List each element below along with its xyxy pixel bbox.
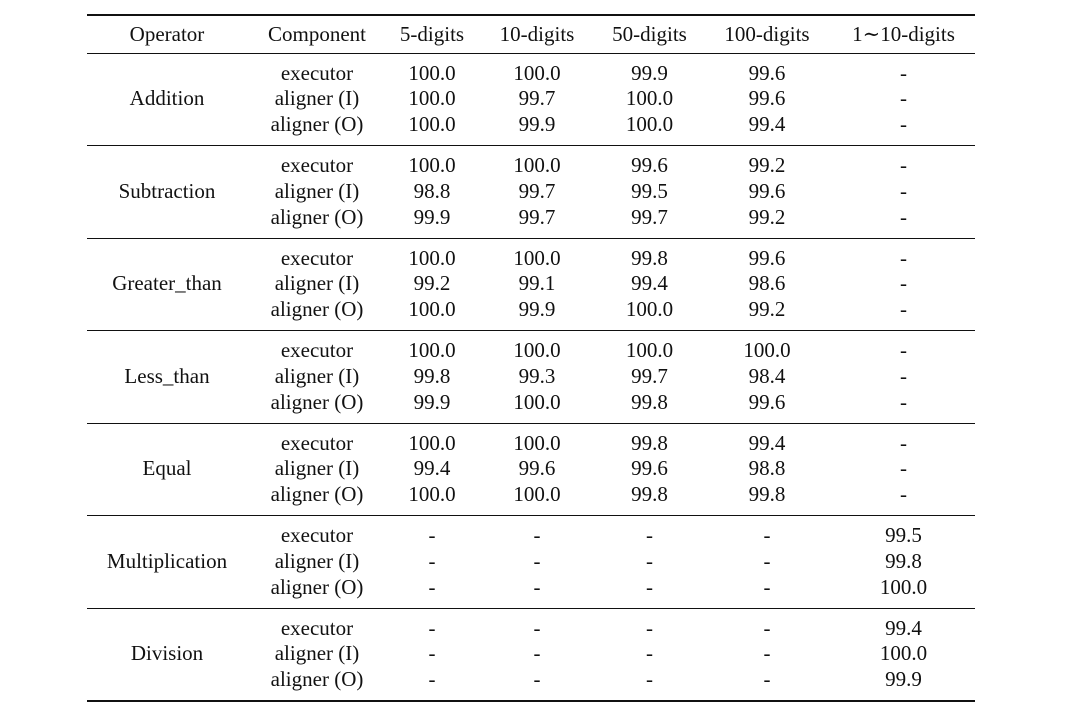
value-50-digits: - xyxy=(646,666,653,691)
value-10-digits-cell xyxy=(477,146,597,239)
value-10-digits: 100.0 xyxy=(513,153,561,178)
value-1-10-digits: 100.0 xyxy=(879,574,928,599)
value-5-digits: 100.0 xyxy=(408,112,456,137)
value-1-10-digits: 99.5 xyxy=(885,523,922,548)
value-1-10-digits: - xyxy=(900,482,907,507)
value-50-digits-cell xyxy=(597,423,702,516)
header-10-digits: 10-digits xyxy=(477,15,597,53)
value-100-digits: 99.4 xyxy=(748,112,786,137)
value-1-10-digits: - xyxy=(900,430,907,455)
table-row xyxy=(87,238,975,331)
value-10-digits: - xyxy=(533,548,541,573)
header-component: Component xyxy=(247,15,387,53)
value-1-10-digits: - xyxy=(900,297,907,322)
value-50-digits: 99.8 xyxy=(631,430,668,455)
value-10-digits: - xyxy=(533,523,541,548)
operator-cell: Multiplication xyxy=(87,516,247,609)
component-cell xyxy=(247,608,387,701)
value-5-digits: 100.0 xyxy=(408,86,456,111)
value-5-digits: 100.0 xyxy=(408,482,456,507)
value-10-digits: 99.7 xyxy=(518,204,556,229)
value-1-10-digits-cell xyxy=(832,331,975,424)
value-5-digits: 100.0 xyxy=(408,338,456,363)
value-50-digits: 99.8 xyxy=(631,245,668,270)
value-1-10-digits: - xyxy=(900,204,907,229)
results-table xyxy=(87,14,975,702)
value-50-digits-cell xyxy=(597,331,702,424)
value-100-digits: - xyxy=(763,523,771,548)
value-100-digits: - xyxy=(763,641,771,666)
value-5-digits: - xyxy=(428,615,436,640)
value-10-digits: 99.7 xyxy=(518,178,556,203)
value-1-10-digits-cell xyxy=(832,146,975,239)
value-1-10-digits-cell xyxy=(832,53,975,146)
value-5-digits: - xyxy=(428,666,436,691)
component: aligner (I) xyxy=(274,456,360,481)
value-50-digits: 100.0 xyxy=(625,86,674,111)
value-100-digits: 99.2 xyxy=(748,204,786,229)
component: executor xyxy=(280,153,354,178)
value-100-digits: - xyxy=(763,548,771,573)
component-cell xyxy=(247,53,387,146)
value-50-digits: - xyxy=(646,615,653,640)
header-50-digits: 50-digits xyxy=(597,15,702,53)
value-100-digits-cell xyxy=(702,516,832,609)
value-1-10-digits: 99.8 xyxy=(885,548,922,573)
value-5-digits-cell xyxy=(387,608,477,701)
component: executor xyxy=(280,60,354,85)
header-1-10-digits: 1∼10-digits xyxy=(832,15,975,53)
value-1-10-digits: 99.4 xyxy=(885,615,922,640)
value-10-digits: - xyxy=(533,574,541,599)
value-5-digits: 99.9 xyxy=(413,389,451,414)
component: executor xyxy=(280,523,354,548)
value-1-10-digits: - xyxy=(900,153,907,178)
component: executor xyxy=(280,615,354,640)
component: aligner (O) xyxy=(270,204,364,229)
value-10-digits: 99.7 xyxy=(518,86,556,111)
value-10-digits-cell xyxy=(477,516,597,609)
value-100-digits: 99.6 xyxy=(748,389,786,414)
value-5-digits: 99.2 xyxy=(413,271,451,296)
value-50-digits-cell xyxy=(597,608,702,701)
value-50-digits: 99.6 xyxy=(631,456,668,481)
value-1-10-digits: - xyxy=(900,363,907,388)
component: aligner (O) xyxy=(270,112,364,137)
value-5-digits-cell xyxy=(387,516,477,609)
table-row xyxy=(87,516,975,609)
value-10-digits: 100.0 xyxy=(513,430,561,455)
value-1-10-digits: - xyxy=(900,178,907,203)
value-5-digits-cell xyxy=(387,423,477,516)
value-100-digits: - xyxy=(763,615,771,640)
component-cell xyxy=(247,238,387,331)
component: aligner (O) xyxy=(270,666,364,691)
value-10-digits-cell xyxy=(477,608,597,701)
value-1-10-digits: - xyxy=(900,60,907,85)
component: aligner (I) xyxy=(274,548,360,573)
value-50-digits: 100.0 xyxy=(625,112,674,137)
table-row xyxy=(87,146,975,239)
operator-cell: Division xyxy=(87,608,247,701)
value-5-digits: 99.4 xyxy=(413,456,451,481)
value-1-10-digits-cell xyxy=(832,423,975,516)
value-10-digits-cell xyxy=(477,423,597,516)
value-10-digits-cell xyxy=(477,331,597,424)
value-100-digits: - xyxy=(763,666,771,691)
operator-cell: Equal xyxy=(87,423,247,516)
value-5-digits: 100.0 xyxy=(408,430,456,455)
component-cell xyxy=(247,423,387,516)
value-50-digits-cell xyxy=(597,238,702,331)
value-5-digits: 100.0 xyxy=(408,297,456,322)
value-100-digits: 98.4 xyxy=(748,363,786,388)
value-100-digits: 99.2 xyxy=(748,153,786,178)
value-100-digits-cell xyxy=(702,331,832,424)
value-50-digits: - xyxy=(646,548,653,573)
value-1-10-digits-cell xyxy=(832,608,975,701)
value-1-10-digits: - xyxy=(900,112,907,137)
value-5-digits: 98.8 xyxy=(413,178,451,203)
value-50-digits: 99.7 xyxy=(631,363,668,388)
value-100-digits: - xyxy=(763,574,771,599)
component-cell xyxy=(247,331,387,424)
table-body xyxy=(87,53,975,701)
value-50-digits: 99.8 xyxy=(631,482,668,507)
value-100-digits: 98.8 xyxy=(748,456,786,481)
component: executor xyxy=(280,245,354,270)
value-10-digits: 100.0 xyxy=(513,338,561,363)
operator-cell: Subtraction xyxy=(87,146,247,239)
header-5-digits: 5-digits xyxy=(387,15,477,53)
value-50-digits: 99.6 xyxy=(631,153,668,178)
value-100-digits-cell xyxy=(702,146,832,239)
value-5-digits: 99.8 xyxy=(413,363,451,388)
value-10-digits: 100.0 xyxy=(513,60,561,85)
value-5-digits: 100.0 xyxy=(408,153,456,178)
component-cell xyxy=(247,516,387,609)
component: executor xyxy=(280,430,354,455)
value-10-digits: 99.1 xyxy=(518,271,556,296)
value-10-digits-cell xyxy=(477,238,597,331)
value-10-digits: 99.9 xyxy=(518,112,556,137)
value-50-digits: 100.0 xyxy=(625,297,674,322)
component: aligner (O) xyxy=(270,297,364,322)
value-10-digits-cell xyxy=(477,53,597,146)
value-50-digits-cell xyxy=(597,146,702,239)
value-5-digits: 100.0 xyxy=(408,60,456,85)
operator-cell: Less_than xyxy=(87,331,247,424)
table-row xyxy=(87,331,975,424)
value-1-10-digits: - xyxy=(900,338,907,363)
value-100-digits: 100.0 xyxy=(743,338,791,363)
value-50-digits: 99.7 xyxy=(631,204,668,229)
value-1-10-digits: - xyxy=(900,245,907,270)
component: executor xyxy=(280,338,354,363)
header-row xyxy=(87,15,975,53)
value-50-digits: 100.0 xyxy=(625,338,674,363)
value-10-digits: 99.6 xyxy=(518,456,556,481)
value-50-digits: - xyxy=(646,523,653,548)
value-50-digits: - xyxy=(646,641,653,666)
value-100-digits: 99.8 xyxy=(748,482,786,507)
component: aligner (O) xyxy=(270,574,364,599)
table-row xyxy=(87,53,975,146)
header-operator: Operator xyxy=(87,15,247,53)
value-5-digits: - xyxy=(428,548,436,573)
value-10-digits: - xyxy=(533,615,541,640)
value-10-digits: 100.0 xyxy=(513,389,561,414)
value-5-digits-cell xyxy=(387,238,477,331)
value-10-digits: 99.9 xyxy=(518,297,556,322)
component: aligner (I) xyxy=(274,178,360,203)
table-row xyxy=(87,423,975,516)
value-50-digits: 99.5 xyxy=(631,178,668,203)
value-1-10-digits: - xyxy=(900,389,907,414)
value-10-digits: 100.0 xyxy=(513,482,561,507)
value-100-digits-cell xyxy=(702,423,832,516)
value-5-digits: 99.9 xyxy=(413,204,451,229)
value-1-10-digits-cell xyxy=(832,238,975,331)
value-10-digits: - xyxy=(533,666,541,691)
value-5-digits-cell xyxy=(387,331,477,424)
component: aligner (I) xyxy=(274,271,360,296)
value-1-10-digits-cell xyxy=(832,516,975,609)
component: aligner (I) xyxy=(274,86,360,111)
value-10-digits: 100.0 xyxy=(513,245,561,270)
value-1-10-digits: 100.0 xyxy=(879,641,928,666)
operator-cell: Addition xyxy=(87,53,247,146)
value-10-digits: - xyxy=(533,641,541,666)
value-50-digits-cell xyxy=(597,53,702,146)
value-100-digits: 99.6 xyxy=(748,86,786,111)
value-50-digits-cell xyxy=(597,516,702,609)
value-1-10-digits: - xyxy=(900,271,907,296)
value-100-digits-cell xyxy=(702,238,832,331)
value-100-digits-cell xyxy=(702,53,832,146)
value-5-digits: 100.0 xyxy=(408,245,456,270)
component: aligner (I) xyxy=(274,641,360,666)
value-50-digits: 99.9 xyxy=(631,60,668,85)
value-5-digits-cell xyxy=(387,53,477,146)
value-1-10-digits: 99.9 xyxy=(885,666,922,691)
value-50-digits: 99.4 xyxy=(631,271,668,296)
value-100-digits: 99.6 xyxy=(748,60,786,85)
value-100-digits: 98.6 xyxy=(748,271,786,296)
value-5-digits: - xyxy=(428,574,436,599)
value-100-digits: 99.4 xyxy=(748,430,786,455)
value-10-digits: 99.3 xyxy=(518,363,556,388)
value-5-digits-cell xyxy=(387,146,477,239)
value-50-digits: 99.8 xyxy=(631,389,668,414)
value-1-10-digits: - xyxy=(900,456,907,481)
value-100-digits: 99.6 xyxy=(748,178,786,203)
value-100-digits: 99.6 xyxy=(748,245,786,270)
value-5-digits: - xyxy=(428,641,436,666)
table-header xyxy=(87,15,975,53)
component: aligner (I) xyxy=(274,363,360,388)
component-cell xyxy=(247,146,387,239)
value-1-10-digits: - xyxy=(900,86,907,111)
operator-cell: Greater_than xyxy=(87,238,247,331)
component: aligner (O) xyxy=(270,482,364,507)
component: aligner (O) xyxy=(270,389,364,414)
table-row xyxy=(87,608,975,701)
value-50-digits: - xyxy=(646,574,653,599)
header-100-digits: 100-digits xyxy=(702,15,832,53)
value-100-digits-cell xyxy=(702,608,832,701)
value-100-digits: 99.2 xyxy=(748,297,786,322)
value-5-digits: - xyxy=(428,523,436,548)
